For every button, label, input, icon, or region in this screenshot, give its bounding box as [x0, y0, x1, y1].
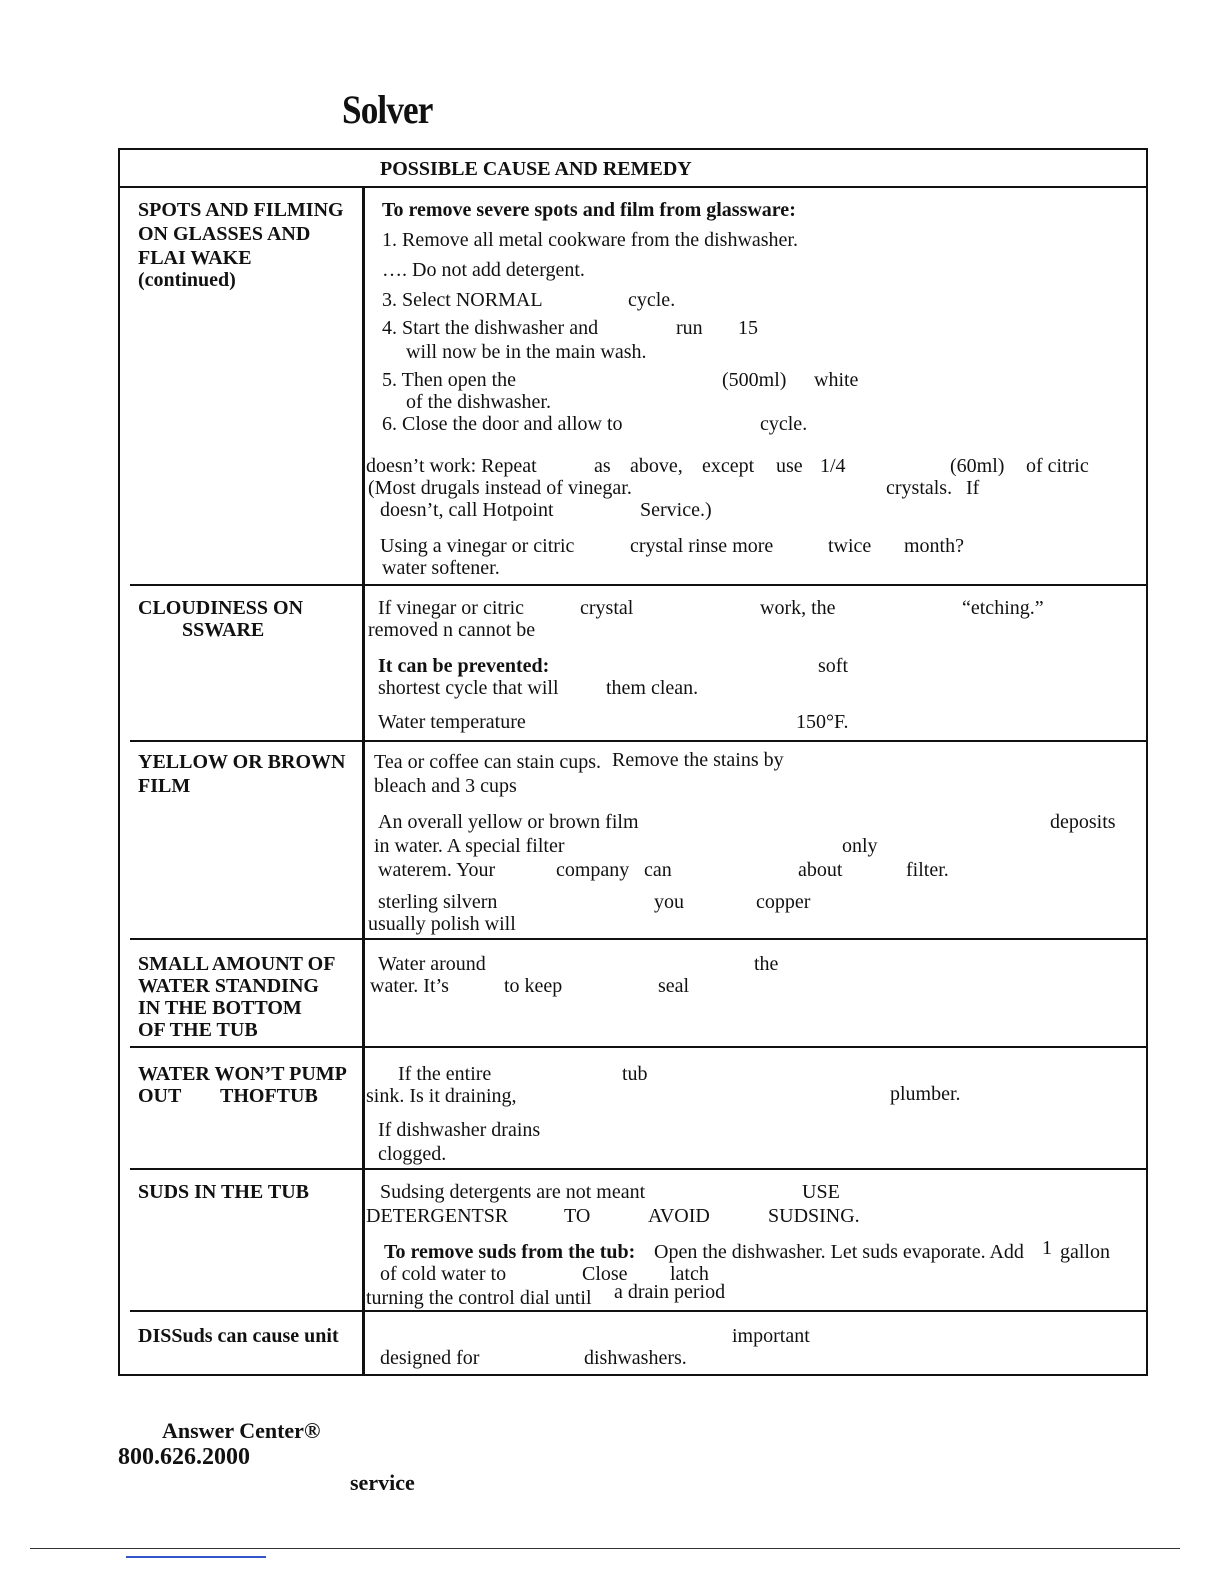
remedy-text: 6. Close the door and allow to [382, 413, 623, 435]
remedy-text: (Most drugals instead of vinegar. [368, 477, 632, 499]
remedy-text: filter. [906, 859, 949, 881]
answer-center-label: Answer Center® [162, 1418, 321, 1443]
service-label: service [350, 1470, 415, 1495]
problem-label: OUT [138, 1085, 182, 1107]
remedy-text: latch [670, 1263, 709, 1285]
remedy-text: clogged. [378, 1143, 447, 1165]
phone-number: 800.626.2000 [118, 1444, 250, 1470]
problem-solver-table [118, 148, 1148, 1376]
remedy-text: sink. Is it draining, [366, 1085, 517, 1107]
remedy-heading: To remove severe spots and film from glassware: [382, 199, 796, 221]
problem-label: WATER WON’T PUMP [138, 1063, 347, 1085]
remedy-text: Sudsing detergents are not meant [380, 1181, 646, 1203]
remedy-text: If the entire [398, 1063, 492, 1085]
remedy-text: Remove the stains by [612, 749, 784, 771]
problem-label: DISSuds can cause unit [138, 1325, 339, 1347]
remedy-text: waterem. Your [378, 859, 496, 881]
remedy-text: run [676, 317, 703, 339]
remedy-text: can [644, 859, 672, 881]
remedy-text: …. Do not add detergent. [382, 259, 585, 281]
remedy-text: will now be in the main wash. [406, 341, 647, 363]
remedy-text: crystal [580, 597, 634, 619]
remedy-text: Tea or coffee can stain cups. [374, 751, 602, 773]
remedy-text: DETERGENTSR [366, 1205, 509, 1227]
problem-label: FILM [138, 775, 191, 797]
remedy-text: 3. Select NORMAL [382, 289, 543, 311]
remedy-text: soft [818, 655, 848, 677]
remedy-text: turning the control dial until [366, 1287, 592, 1309]
remedy-text: 5. Then open the [382, 369, 517, 391]
column-divider [362, 186, 365, 586]
remedy-text: An overall yellow or brown film [378, 811, 639, 833]
remedy-text: of cold water to [380, 1263, 507, 1285]
remedy-text: the [754, 953, 779, 975]
remedy-text: cycle. [628, 289, 676, 311]
remedy-text: shortest cycle that will [378, 677, 559, 699]
remedy-text: of the dishwasher. [406, 391, 551, 413]
remedy-text: 1/4 [820, 455, 846, 477]
remedy-text: seal [658, 975, 690, 997]
problem-label: YELLOW OR BROWN [138, 751, 346, 773]
remedy-text: removed n cannot be [368, 619, 536, 641]
remedy-text: twice [828, 535, 872, 557]
row-separator [130, 938, 1146, 940]
remedy-text: above, [630, 455, 683, 477]
problem-label: SMALL AMOUNT OF [138, 953, 336, 975]
remedy-text: water softener. [382, 557, 500, 579]
remedy-heading: To remove suds from the tub: [384, 1241, 636, 1263]
column-divider [362, 742, 365, 940]
problem-label: SSWARE [182, 619, 265, 641]
problem-label: OF THE TUB [138, 1019, 258, 1041]
problem-label: WATER STANDING [138, 975, 319, 997]
remedy-text: except [702, 455, 755, 477]
remedy-text: a drain period [614, 1281, 726, 1303]
remedy-text: USE [802, 1181, 840, 1203]
remedy-text: (60ml) [950, 455, 1005, 477]
remedy-text: cycle. [760, 413, 808, 435]
problem-label: THOFTUB [220, 1085, 318, 1107]
remedy-text: important [732, 1325, 810, 1347]
column-divider [362, 1170, 365, 1312]
remedy-text: SUDSING. [768, 1205, 860, 1227]
remedy-text: doesn’t work: Repeat [366, 455, 537, 477]
remedy-text: Close [582, 1263, 628, 1285]
remedy-text: dishwashers. [584, 1347, 687, 1369]
page-rule [30, 1548, 1180, 1549]
remedy-text: water. It’s [370, 975, 449, 997]
remedy-text: plumber. [890, 1083, 961, 1105]
remedy-text: month? [904, 535, 964, 557]
remedy-text: doesn’t, call Hotpoint [380, 499, 554, 521]
row-separator [130, 1046, 1146, 1048]
remedy-text: Service.) [640, 499, 712, 521]
row-separator [130, 584, 1146, 586]
remedy-text: 150°F. [796, 711, 849, 733]
remedy-text: them clean. [606, 677, 699, 699]
row-separator [130, 1168, 1146, 1170]
remedy-text: “etching.” [962, 597, 1044, 619]
problem-label: SPOTS AND FILMING [138, 199, 344, 221]
remedy-text: designed for [380, 1347, 480, 1369]
remedy-text: 15 [738, 317, 758, 339]
remedy-text: work, the [760, 597, 836, 619]
problem-label: IN THE BOTTOM [138, 997, 302, 1019]
row-separator [130, 1310, 1146, 1312]
remedy-text: copper [756, 891, 811, 913]
remedy-text: usually polish will [368, 913, 516, 935]
page-title: Solver [342, 87, 433, 132]
remedy-text: use [776, 455, 803, 477]
remedy-text: Using a vinegar or citric [380, 535, 575, 557]
remedy-text: about [798, 859, 843, 881]
remedy-text: you [654, 891, 684, 913]
remedy-text: tub [622, 1063, 648, 1085]
problem-label: CLOUDINESS ON [138, 597, 304, 619]
remedy-text: 1 [1042, 1237, 1052, 1259]
remedy-text: TO [564, 1205, 591, 1227]
problem-label: (continued) [138, 269, 236, 291]
column-divider [362, 586, 365, 742]
column-divider [362, 940, 365, 1048]
problem-label: FLAI WAKE [138, 247, 252, 269]
row-separator [130, 740, 1146, 742]
remedy-heading: It can be prevented: [378, 655, 550, 677]
remedy-text: to keep [504, 975, 563, 997]
table-header [120, 150, 1146, 188]
remedy-text: gallon [1060, 1241, 1110, 1263]
remedy-text: crystals. [886, 477, 953, 499]
remedy-text: Open the dishwasher. Let suds evaporate. Add [654, 1241, 1024, 1263]
remedy-text: deposits [1050, 811, 1116, 833]
link-underline[interactable] [126, 1556, 266, 1558]
remedy-text: If dishwasher drains [378, 1119, 541, 1141]
remedy-text: (500ml) [722, 369, 787, 391]
remedy-text: Water around [378, 953, 486, 975]
header-label: POSSIBLE CAUSE AND REMEDY [380, 158, 692, 180]
remedy-text: Water temperature [378, 711, 526, 733]
remedy-text: in water. A special filter [374, 835, 565, 857]
remedy-text: white [814, 369, 859, 391]
problem-label: SUDS IN THE TUB [138, 1181, 309, 1203]
column-divider [362, 1312, 365, 1376]
remedy-text: 4. Start the dishwasher and [382, 317, 599, 339]
remedy-text: only [842, 835, 878, 857]
remedy-text: AVOID [648, 1205, 710, 1227]
column-divider [362, 1048, 365, 1170]
remedy-text: If vinegar or citric [378, 597, 525, 619]
remedy-text: sterling silvern [378, 891, 498, 913]
remedy-text: crystal rinse more [630, 535, 774, 557]
remedy-text: of citric [1026, 455, 1089, 477]
remedy-text: bleach and 3 cups [374, 775, 517, 797]
remedy-text: If [966, 477, 980, 499]
problem-label: ON GLASSES AND [138, 223, 311, 245]
remedy-text: 1. Remove all metal cookware from the dishwasher. [382, 229, 798, 251]
remedy-text: company [556, 859, 630, 881]
remedy-text: as [594, 455, 611, 477]
